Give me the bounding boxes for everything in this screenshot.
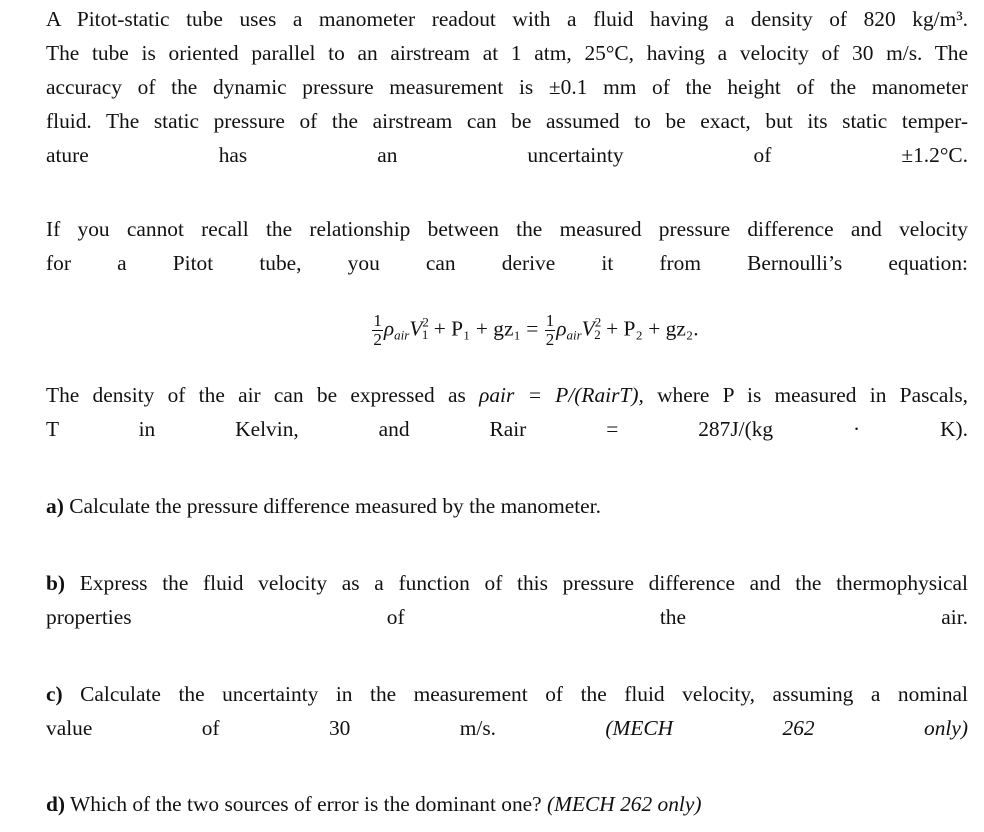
density-line-1: The density of the air can be expressed as ρair = P/(RairT), where P is measured in Pascals, <box>46 383 969 407</box>
statement-line-2: The tube is oriented parallel to an airstream at 1 atm, 25°C, having a velocity of 30 m/s. The <box>46 41 968 65</box>
statement-line-1: A Pitot-static tube uses a manometer readout with a fluid having a density of 820 kg/m³. <box>46 7 968 31</box>
intro-line-2: for a Pitot tube, you can derive it from Bernoulli’s equation: <box>46 251 968 275</box>
equation-left-terms: + P₁ + gz₁ = <box>433 316 539 341</box>
statement-line-5: ature has an uncertainty of ±1.2°C. <box>46 143 968 167</box>
question-d <box>46 787 968 821</box>
question-a-label: a) <box>46 494 64 518</box>
equation-right-terms: + P₂ + gz₂. <box>606 316 699 341</box>
half-fraction-right: $\frac{1}{2}$ <box>545 311 555 349</box>
statement-line-3: accuracy of the dynamic pressure measurement is ±0.1 mm of the height of the manometer <box>46 75 968 99</box>
statement-line-4: fluid. The static pressure of the airstream can be assumed to be exact, but its static temper- <box>46 109 968 133</box>
question-a-text: Calculate the pressure difference measured by the manometer. <box>69 494 601 518</box>
problem-statement <box>46 2 968 172</box>
bernoulli-equation: $\frac{1}{2}$ $\rho_{air}V^21 + P_1 + gz_1$ = $\frac{1}{2}$ $\rho_{air}V^22 + P_2 + gz_2$. <box>373 311 699 349</box>
question-d-label: d) <box>46 792 66 816</box>
question-d-text: Which of the two sources of error is the dominant one? <box>70 792 542 816</box>
density-line-2: T in Kelvin, and Rair = 287J/(kg · K). <box>46 417 968 441</box>
question-c-text-2: value of 30 m/s. <box>46 716 496 740</box>
question-b-label: b) <box>46 571 66 595</box>
question-c-text-1: Calculate the uncertainty in the measurement of the fluid velocity, assuming a nominal <box>80 682 968 706</box>
half-fraction-left: $\frac{1}{2}$ <box>373 311 382 349</box>
question-c-note: (MECH 262 only) <box>605 716 968 740</box>
question-c-label: c) <box>46 682 63 706</box>
question-d-note: (MECH 262 only) <box>547 792 702 816</box>
density-formula: ρair = P/(RairT), <box>479 383 644 407</box>
question-b <box>46 566 968 634</box>
intro-line-1: If you cannot recall the relationship between the measured pressure difference and velocity <box>46 217 968 241</box>
question-a <box>46 489 968 523</box>
bernoulli-intro <box>46 212 968 280</box>
question-c <box>46 677 968 745</box>
question-b-text-1: Express the fluid velocity as a function of this pressure difference and the thermophysical <box>79 571 968 595</box>
density-relation <box>46 378 968 446</box>
question-b-text-2: properties of the air. <box>46 605 968 629</box>
